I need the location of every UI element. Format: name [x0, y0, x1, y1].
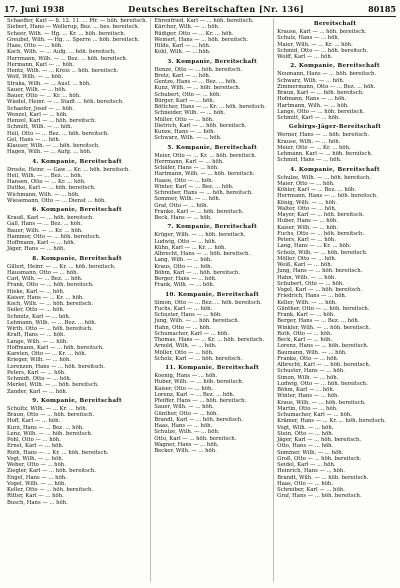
list-entry: Zander, Karl — ... höh.	[7, 388, 68, 395]
list-entry: Albrecht, Karl — ... höh. bereitsch.	[277, 362, 371, 368]
list-entry: Groß, Otto — ... höh. bereitsch.	[277, 455, 362, 462]
list-entry: Kaiser, Wilh. — ... höh.	[277, 224, 339, 231]
list-entry: Siebert, Hans — Wollerup, Bez. ... bes. bereitsch.	[7, 24, 140, 31]
list-entry: Winter, Hans — ... höh.	[277, 393, 340, 400]
list-entry: Beck, Karl — ... höh.	[277, 337, 333, 343]
list-entry: Busch, Hans — ... höh.	[7, 499, 68, 506]
header-title-wrap	[128, 4, 304, 14]
column-2	[151, 18, 274, 582]
list-entry: Schwarz, Wilh. — ... höh.	[277, 77, 345, 84]
list-entry: Stein, Otto — ... höh.	[277, 430, 334, 437]
column-1	[4, 18, 151, 582]
list-entry: Mayer, Karl — ... höh. bereitsch.	[277, 212, 365, 218]
list-entry: Hoff, Karl — ... höh.	[7, 418, 61, 425]
list-entry: Schumacher, Karl — ... höh.	[154, 330, 230, 337]
list-entry: Fuchs, Karl — ... höh.	[154, 305, 213, 312]
list-entry: Kraus, Otto — ... höh.	[154, 263, 213, 270]
list-entry: Schäfer, Hans — ... höh.	[154, 165, 219, 171]
list-entry: Heil, Wilh. — ... Bez. ... höh.	[7, 172, 83, 179]
list-entry: Meier, Otto — ... Kr. ... höh.	[277, 144, 351, 151]
list-entry: Haase, Otto — ... höh.	[154, 177, 214, 184]
list-entry: Hieke, Karl — ... höh.	[7, 288, 65, 295]
list-entry: Hermann, Karl — ... höh.	[7, 61, 75, 68]
list-entry: Böhm, Karl — ... höh.	[277, 387, 335, 393]
list-entry: Hansen, Otto — ... Kr. ... höh.	[7, 179, 86, 185]
list-entry: Lehmann, Karl — ... höh. bereitsch.	[277, 151, 373, 157]
list-entry: Hoffmann, Karl — ... höh. bereitsch.	[7, 344, 104, 351]
list-entry: Lenz, Wilh. — ... höh. bereitsch.	[7, 430, 93, 437]
list-entry: Gel, Hans — ... höh.	[7, 136, 61, 143]
list-entry: Kohl, Wilh. — ... höh.	[154, 49, 211, 56]
list-entry: Scheer, Wilh. — Hg. ... Kr. ... höh. bereitsch.	[7, 30, 126, 37]
section-heading: 3. Kompanie, Bereitschaft	[167, 58, 257, 65]
list-entry: Müller, Otto — ... höh.	[154, 116, 214, 123]
list-entry: Lehmann, Wilh. — ... Bez. ... höh.	[7, 319, 97, 326]
list-entry: Martin, Otto — ... höh.	[277, 405, 338, 412]
section-heading: 2. Kompanie, Bereitschaft	[290, 63, 380, 70]
list-entry: Krämer, Hans — ... Kr. ... höh. bereitsch.	[277, 418, 386, 425]
header-title: Deutsches Bereitschaften	[128, 4, 256, 14]
list-entry: Schreiber, Hans — ... höh. bereitsch.	[154, 190, 253, 196]
list-entry: Duttke, Karl — ... höh. bereitsch.	[7, 185, 96, 192]
list-entry: Schwarz, Wilh. — ... höh.	[154, 135, 222, 142]
list-entry: Schumacher, Karl — ... höh.	[277, 412, 352, 418]
list-entry: Schaeffer, Karl — 8. 12. 11. ... Pfr. — höh. bereitsch.	[7, 18, 148, 24]
list-entry: Ludwig, Otto — ... höh. bereitsch.	[277, 380, 368, 387]
section-heading: 4. Kompanie, Bereitschaft	[290, 166, 380, 173]
list-entry: Schmitt, Karl — ... höh.	[277, 115, 340, 121]
list-entry: Pohl, Otto — ... höh.	[7, 437, 61, 443]
list-entry: Bürger, Karl — ... höh.	[154, 97, 215, 104]
list-entry: Henzel, Karl — ... höh. bereitsch.	[7, 118, 97, 124]
list-entry: Lorenzen, Hans — ... höh. bereitsch.	[7, 363, 105, 370]
list-entry: Jäger, Hans — ... höh.	[7, 246, 66, 253]
list-entry: Lang, Wilh. — ... höh.	[154, 257, 212, 264]
list-entry: Günther, Otto — ... höh. bereitsch.	[277, 305, 370, 312]
list-entry: Roth, Hans — ... Kr. ... höh. bereitsch.	[7, 449, 109, 456]
list-entry: Schuster, Hans — ... höh.	[154, 312, 222, 318]
section-heading: Gebirgs-Jäger-Bereitschaft	[288, 124, 382, 131]
list-entry: Kärcher, Wilh. — ... höh.	[154, 24, 220, 31]
list-entry: Bretz, Karl — ... höh.	[154, 72, 211, 79]
list-entry: Roth, Otto — ... höh.	[277, 330, 333, 337]
list-entry: Köhler, Karl — ... Bez. ... höh.	[277, 187, 357, 193]
list-entry: Straka, Wilh. — ... Ausf. ... höh.	[7, 80, 91, 87]
list-entry: Friedrich, Hans — ... höh.	[277, 293, 347, 300]
list-entry: Lorenz, Hans — ... höh. bereitsch.	[277, 343, 369, 350]
list-entry: Jung, Hans — ... höh. bereitsch.	[277, 268, 363, 275]
list-entry: Lange, Otto — ... höh. bereitsch.	[277, 108, 365, 115]
list-entry: Möller, Otto — ... höh.	[154, 349, 214, 356]
list-entry: Sauer, Wilh. — ... höh.	[154, 404, 214, 411]
list-entry: Lorenz, Karl — ... Bez. ... höh.	[154, 391, 235, 398]
list-entry: Hofmann, Hans — ... höh.	[277, 96, 347, 103]
list-entry: Gentze, Hans — ... Bez. ... höh.	[154, 79, 238, 85]
list-entry: Schmid, Hans — ... höh.	[277, 157, 342, 164]
list-entry: Wichmann, Wilh. — ... höh.	[7, 191, 80, 198]
list-entry: Fuchs, Otto — ... höh. bereitsch.	[277, 230, 365, 237]
list-entry: Graf, Hans — ... höh. bereitsch.	[277, 493, 362, 500]
list-entry: Maier, Otto — ... höh.	[277, 180, 335, 187]
list-entry: Jäger, Karl — ... höh. bereitsch.	[277, 437, 362, 443]
list-entry: Krause, Wilh. — ... höh.	[277, 138, 341, 145]
list-entry: Günther, Otto — ... höh.	[154, 410, 219, 417]
list-entry: Maier, Wilh. — ... Kr. ... höh.	[277, 41, 353, 48]
list-entry: Schmitt, Wilh. — ... höh.	[7, 124, 73, 131]
list-entry: Carl, Wilh. — ... Bez. ... höh.	[7, 276, 83, 282]
list-entry: Otto, Karl — ... höh. bereitsch.	[154, 435, 237, 442]
list-entry: Gall, Hans — ... Bez. ... höh.	[7, 221, 83, 228]
list-entry: Haas, Otto — ... höh.	[277, 480, 334, 487]
header-issue: [Nr. 136]	[258, 4, 305, 14]
list-entry: Kraus, Wilh. — ... höh. bereitsch.	[277, 399, 366, 406]
list-entry: Vogel, Karl — ... höh. bereitsch.	[277, 287, 363, 293]
list-entry: Heil, Otto — ... Bez. ... höh. bereitsch.	[7, 130, 109, 137]
list-entry: Hentz, Wilh. — ... Kreis ... höh. bereitsch.	[7, 68, 119, 74]
list-entry: Albrecht, Hans — ... höh. bereitsch.	[154, 251, 251, 257]
list-entry: Hammer, Otto — ... höh. bereitsch.	[7, 233, 101, 240]
list-entry: Baumann, Wilh. — ... höh.	[277, 349, 347, 356]
list-entry: Winkler, Wilh. — ... höh. bereitsch.	[277, 324, 371, 331]
list-entry: Franke, Karl — ... höh. bereitsch.	[154, 208, 244, 215]
list-entry: Krieger, Wilh. — ... höh.	[7, 357, 72, 364]
list-entry: Herrmann, Hans — ... höh. bereitsch.	[277, 193, 378, 200]
list-entry: Ehrenfried, Karl — ... höh. bereitsch.	[154, 18, 254, 24]
list-entry: Hahn, Wilh. — ... höh.	[277, 274, 337, 281]
list-entry: Brandt, Wilh. — ... höh. bereitsch.	[277, 474, 369, 481]
list-entry: Kurz, Hans — ... Bez. ... höh.	[7, 424, 84, 431]
list-entry: Kunz, Wilh. — ... höh. bereitsch.	[154, 85, 241, 92]
list-entry: Schmid, Otto — ... höh. bereitsch.	[277, 47, 368, 54]
list-entry: Haas, Hans — ... höh.	[154, 423, 213, 429]
header-page-number: 80185	[368, 4, 396, 14]
list-entry: Sommer, Wilh. — ... höh.	[154, 196, 221, 203]
list-entry: Lang, Hans — ... Kr. ... höh.	[277, 243, 351, 250]
section-heading: 4. Kompanie, Bereitschaft	[32, 158, 122, 165]
list-entry: Hilde, Karl — ... höh.	[154, 43, 211, 49]
list-entry: Keller, Wilh. — ... höh.	[277, 299, 337, 306]
list-entry: Scholz, Karl — ... höh. bereitsch.	[154, 355, 243, 362]
list-entry: Koch, Wilh. — ... Aufg. ... höh. bereitsch.	[7, 49, 116, 56]
list-entry: Zimmermann, Otto — ... Bez. ... höh.	[277, 83, 376, 90]
list-entry: Herrmann, Wilh. — ... Bez. ... höh. bereitsch.	[7, 55, 128, 62]
list-entry: Greubel, Wilh. — Hg. ... Sperre ... höh. bereitsch.	[7, 36, 140, 43]
list-entry: Kraft, Hans — ... höh.	[7, 332, 66, 339]
section-heading: 6. Kompanie, Bereitschaft	[32, 207, 122, 213]
list-entry: Hausmann, Otto — ... höh.	[7, 269, 79, 276]
list-entry: Merkel, Wilh. — ... höh. bereitsch.	[7, 382, 99, 389]
list-entry: Frank, Wilh. — ... höh.	[154, 282, 215, 289]
section-heading: 11. Kompanie, Bereitschaft	[165, 365, 260, 371]
list-entry: Simon, Wilh. — ... höh.	[277, 374, 339, 381]
list-entry: Seidel, Karl — ... höh.	[277, 462, 336, 468]
page-header	[4, 2, 396, 17]
list-entry: Schulz, Hans — ... höh.	[277, 35, 340, 42]
list-entry: Hahn, Otto — ... höh.	[154, 324, 212, 331]
list-entry: Hartmann, Wilh. — ... höh.	[277, 102, 349, 109]
list-entry: Arnold, Wilh. — ... höh.	[154, 343, 217, 350]
list-entry: Droste, Heinr. — Gaw ... Kr. ... höh. bereitsch.	[7, 166, 130, 173]
list-entry: Lange, Wilh. — ... höh.	[7, 338, 68, 345]
list-entry: Kühn, Karl — ... Kr. ... höh.	[154, 244, 227, 251]
list-entry: Hoffmann, Karl — ... höh.	[7, 240, 76, 246]
list-entry: Henze, Otto — ... höh. bereitsch.	[154, 66, 243, 73]
list-entry: Böttcher, Hans — ... Kr. ... höh. bereitsch.	[154, 104, 266, 110]
list-entry: Rüdiger, Otto — ... Kr. ... höh.	[154, 30, 234, 37]
list-entry: Ziegler, Karl — ... höh. bereitsch.	[7, 468, 96, 475]
list-entry: Schulze, Wilh. — ... höh.	[154, 429, 220, 436]
list-entry: Peters, Karl — ... höh.	[277, 237, 336, 243]
list-entry: Thomas, Hans — ... Kr. ... höh. bereitsch.	[154, 337, 265, 343]
list-entry: Möller, Otto — ... höh.	[277, 255, 337, 262]
list-entry: Wagner, Hans — ... höh.	[154, 441, 219, 448]
list-entry: Pfeiffer, Hans — ... höh. bereitsch.	[154, 398, 247, 404]
list-entry: Weiß, Karl — ... höh.	[277, 262, 333, 268]
list-entry: Beck, Hans — ... höh.	[154, 215, 212, 221]
list-entry: Schmitz, Karl — ... höh.	[7, 313, 71, 320]
list-entry: Franke, Otto — ... höh.	[277, 355, 339, 362]
list-entry: Braun, Otto — ... höh. bereitsch.	[7, 412, 95, 418]
list-entry: Wolff, Karl — ... höh.	[277, 54, 333, 60]
list-entry: Klauser, Wilh. — ... höh. bereitsch.	[7, 143, 100, 149]
list-entry: Schaefer, Josef — ... höh.	[7, 105, 74, 112]
list-entry: Berger, Hans — ... höh.	[154, 276, 217, 282]
list-entry: Graf, Otto — ... höh.	[154, 202, 209, 209]
list-entry: Otto, Hans — ... höh.	[277, 443, 334, 450]
list-entry: Meier, Otto — ... Kr. ... höh. bereitsch.	[154, 152, 257, 159]
list-entry: Böhm, Karl — ... höh. bereitsch.	[154, 269, 241, 276]
list-entry: Schreiber, Karl — ... höh.	[277, 487, 345, 493]
text-columns	[4, 18, 396, 582]
list-entry: Walter, Otto — ... höh.	[277, 205, 337, 212]
list-entry: Sommer, Wilh. — ... höh.	[277, 449, 344, 456]
list-entry: Schubert, Otto — ... höh.	[277, 280, 344, 287]
list-entry: Kaiser, Hans — ... Kr. ... höh.	[7, 294, 84, 301]
header-date: 17. Juni 1938	[4, 4, 65, 14]
list-entry: Frank, Otto — ... höh. bereitsch.	[7, 282, 94, 289]
list-entry: Keller, Otto — ... höh. bereitsch.	[7, 487, 94, 493]
list-entry: Karsten, Otto — ... Kr. ... höh.	[7, 351, 87, 357]
list-entry: Koch, Wilh. — ... höh. bereitsch.	[7, 301, 94, 307]
list-entry: Krauß, Karl — ... höh. bereitsch.	[7, 215, 94, 221]
list-entry: Koenig, Hans — ... höh.	[154, 373, 218, 379]
list-entry: Wirth, Otto — ... höh. bereitsch.	[7, 326, 93, 332]
list-entry: Schmidt, Otto — ... höh.	[7, 376, 72, 382]
section-heading: 7. Kompanie, Bereitschaft	[167, 224, 257, 231]
list-entry: Seiler, Otto — ... höh.	[7, 307, 65, 314]
list-entry: Werner, Hans — ... höh. bereitsch.	[277, 132, 370, 139]
list-entry: Schneider, Wilh. — ... höh.	[154, 110, 226, 117]
list-entry: Engel, Hans — ... höh.	[7, 474, 67, 481]
section-heading: Bereitschaft	[313, 21, 357, 27]
list-entry: Becker, Wilh. — ... höh.	[154, 448, 217, 454]
list-entry: Schultz, Wilh. — ... Kr. ... höh.	[7, 405, 88, 412]
list-entry: Schuster, Hans — ... höh.	[277, 368, 345, 375]
list-entry: Weinert, Hans — ... höh. bereitsch.	[154, 36, 249, 43]
list-entry: Ludwig, Otto — ... höh.	[154, 238, 217, 245]
list-entry: Peters, Karl — ... höh.	[7, 369, 66, 376]
list-entry: Bauer, Wilh. — ... Kr. ... höh.	[7, 227, 83, 234]
list-entry: Jung, Wilh. — ... höh. bereitsch.	[154, 318, 240, 325]
list-entry: Krüger, Wilh. — ... höh. bereitsch.	[154, 232, 246, 239]
list-entry: Heinrich, Hans — ... höh.	[277, 468, 345, 475]
list-entry: Neumann, Hans — ... höh. bereitsch.	[277, 71, 377, 78]
list-entry: Schubert, Otto — ... höh.	[154, 91, 222, 98]
list-entry: Sauer, Wilh. — ... höh.	[7, 86, 67, 93]
list-entry: Wiedel, Heinr. — ... Stadt ... höh. bereitsch.	[7, 99, 124, 106]
list-entry: Hagen, Wilh. — ... Aufg. ... höh.	[7, 149, 92, 156]
list-entry: Braun, Karl — ... höh. bereitsch.	[277, 90, 364, 96]
list-entry: Kunze, Hans — ... höh.	[154, 129, 216, 135]
list-entry: Vogt, Wilh. — ... höh.	[7, 455, 64, 462]
list-entry: Vogt, Wilh. — ... höh.	[277, 424, 334, 431]
section-heading: 5. Kompanie, Bereitschaft	[167, 144, 257, 151]
list-entry: Winter, Karl — ... Bez. ... höh.	[154, 183, 234, 190]
list-entry: Wolf, Wilh. — ... höh.	[7, 74, 64, 81]
list-entry: Schulze, Wilh. — ... höh. bereitsch.	[277, 174, 371, 181]
list-entry: Frank, Karl — ... höh.	[277, 312, 335, 318]
section-heading: 10. Kompanie, Bereitschaft	[165, 291, 260, 298]
section-heading: 9. Kompanie, Bereitschaft	[32, 397, 122, 404]
list-entry: Dietrich, Karl — ... höh. bereitsch.	[154, 122, 247, 129]
list-entry: Ernst, Karl — ... höh.	[7, 443, 64, 450]
list-entry: Hartmann, Wilh. — ... höh. bereitsch.	[154, 171, 255, 178]
list-entry: Bauer, Otto — ... Kr. ... höh.	[7, 93, 81, 99]
list-entry: Herrmann, Karl — ... höh.	[154, 158, 224, 165]
list-entry: Ritter, Karl — ... höh.	[7, 493, 64, 500]
list-entry: Wiesemann, Otto — ... Dienst ... höh.	[7, 197, 107, 204]
list-entry: Krause, Karl — ... höh. bereitsch.	[277, 29, 367, 35]
list-entry: Wenzel, Karl — ... höh.	[7, 111, 68, 118]
list-entry: Weber, Otto — ... höh.	[7, 462, 66, 468]
list-entry: Vogel, Wilh. — ... höh.	[7, 480, 67, 487]
list-entry: Brandt, Karl — ... höh. bereitsch.	[154, 416, 244, 423]
list-entry: Gillert, Heinr. — ... Kr. ... höh. bereitsch.	[7, 263, 116, 270]
list-entry: Huber, Hans — ... höh.	[277, 218, 338, 225]
list-entry: Scholz, Wilh. — ... höh. bereitsch.	[277, 249, 368, 256]
list-entry: Huber, Wilh. — ... höh. bereitsch.	[154, 379, 244, 386]
list-entry: Haas, Otto — ... höh.	[7, 43, 63, 49]
column-3	[274, 18, 396, 582]
list-entry: Berger, Hans — ... Bez. ... höh.	[277, 318, 360, 325]
list-entry: Kaiser, Otto — ... höh.	[154, 385, 214, 392]
list-entry: König, Wilh. — ... höh.	[277, 199, 337, 206]
list-entry: Simon, Otto — ... Bez. ... höh. bereitsch.	[154, 299, 262, 306]
section-heading: 8. Kompanie, Bereitschaft	[32, 255, 122, 262]
